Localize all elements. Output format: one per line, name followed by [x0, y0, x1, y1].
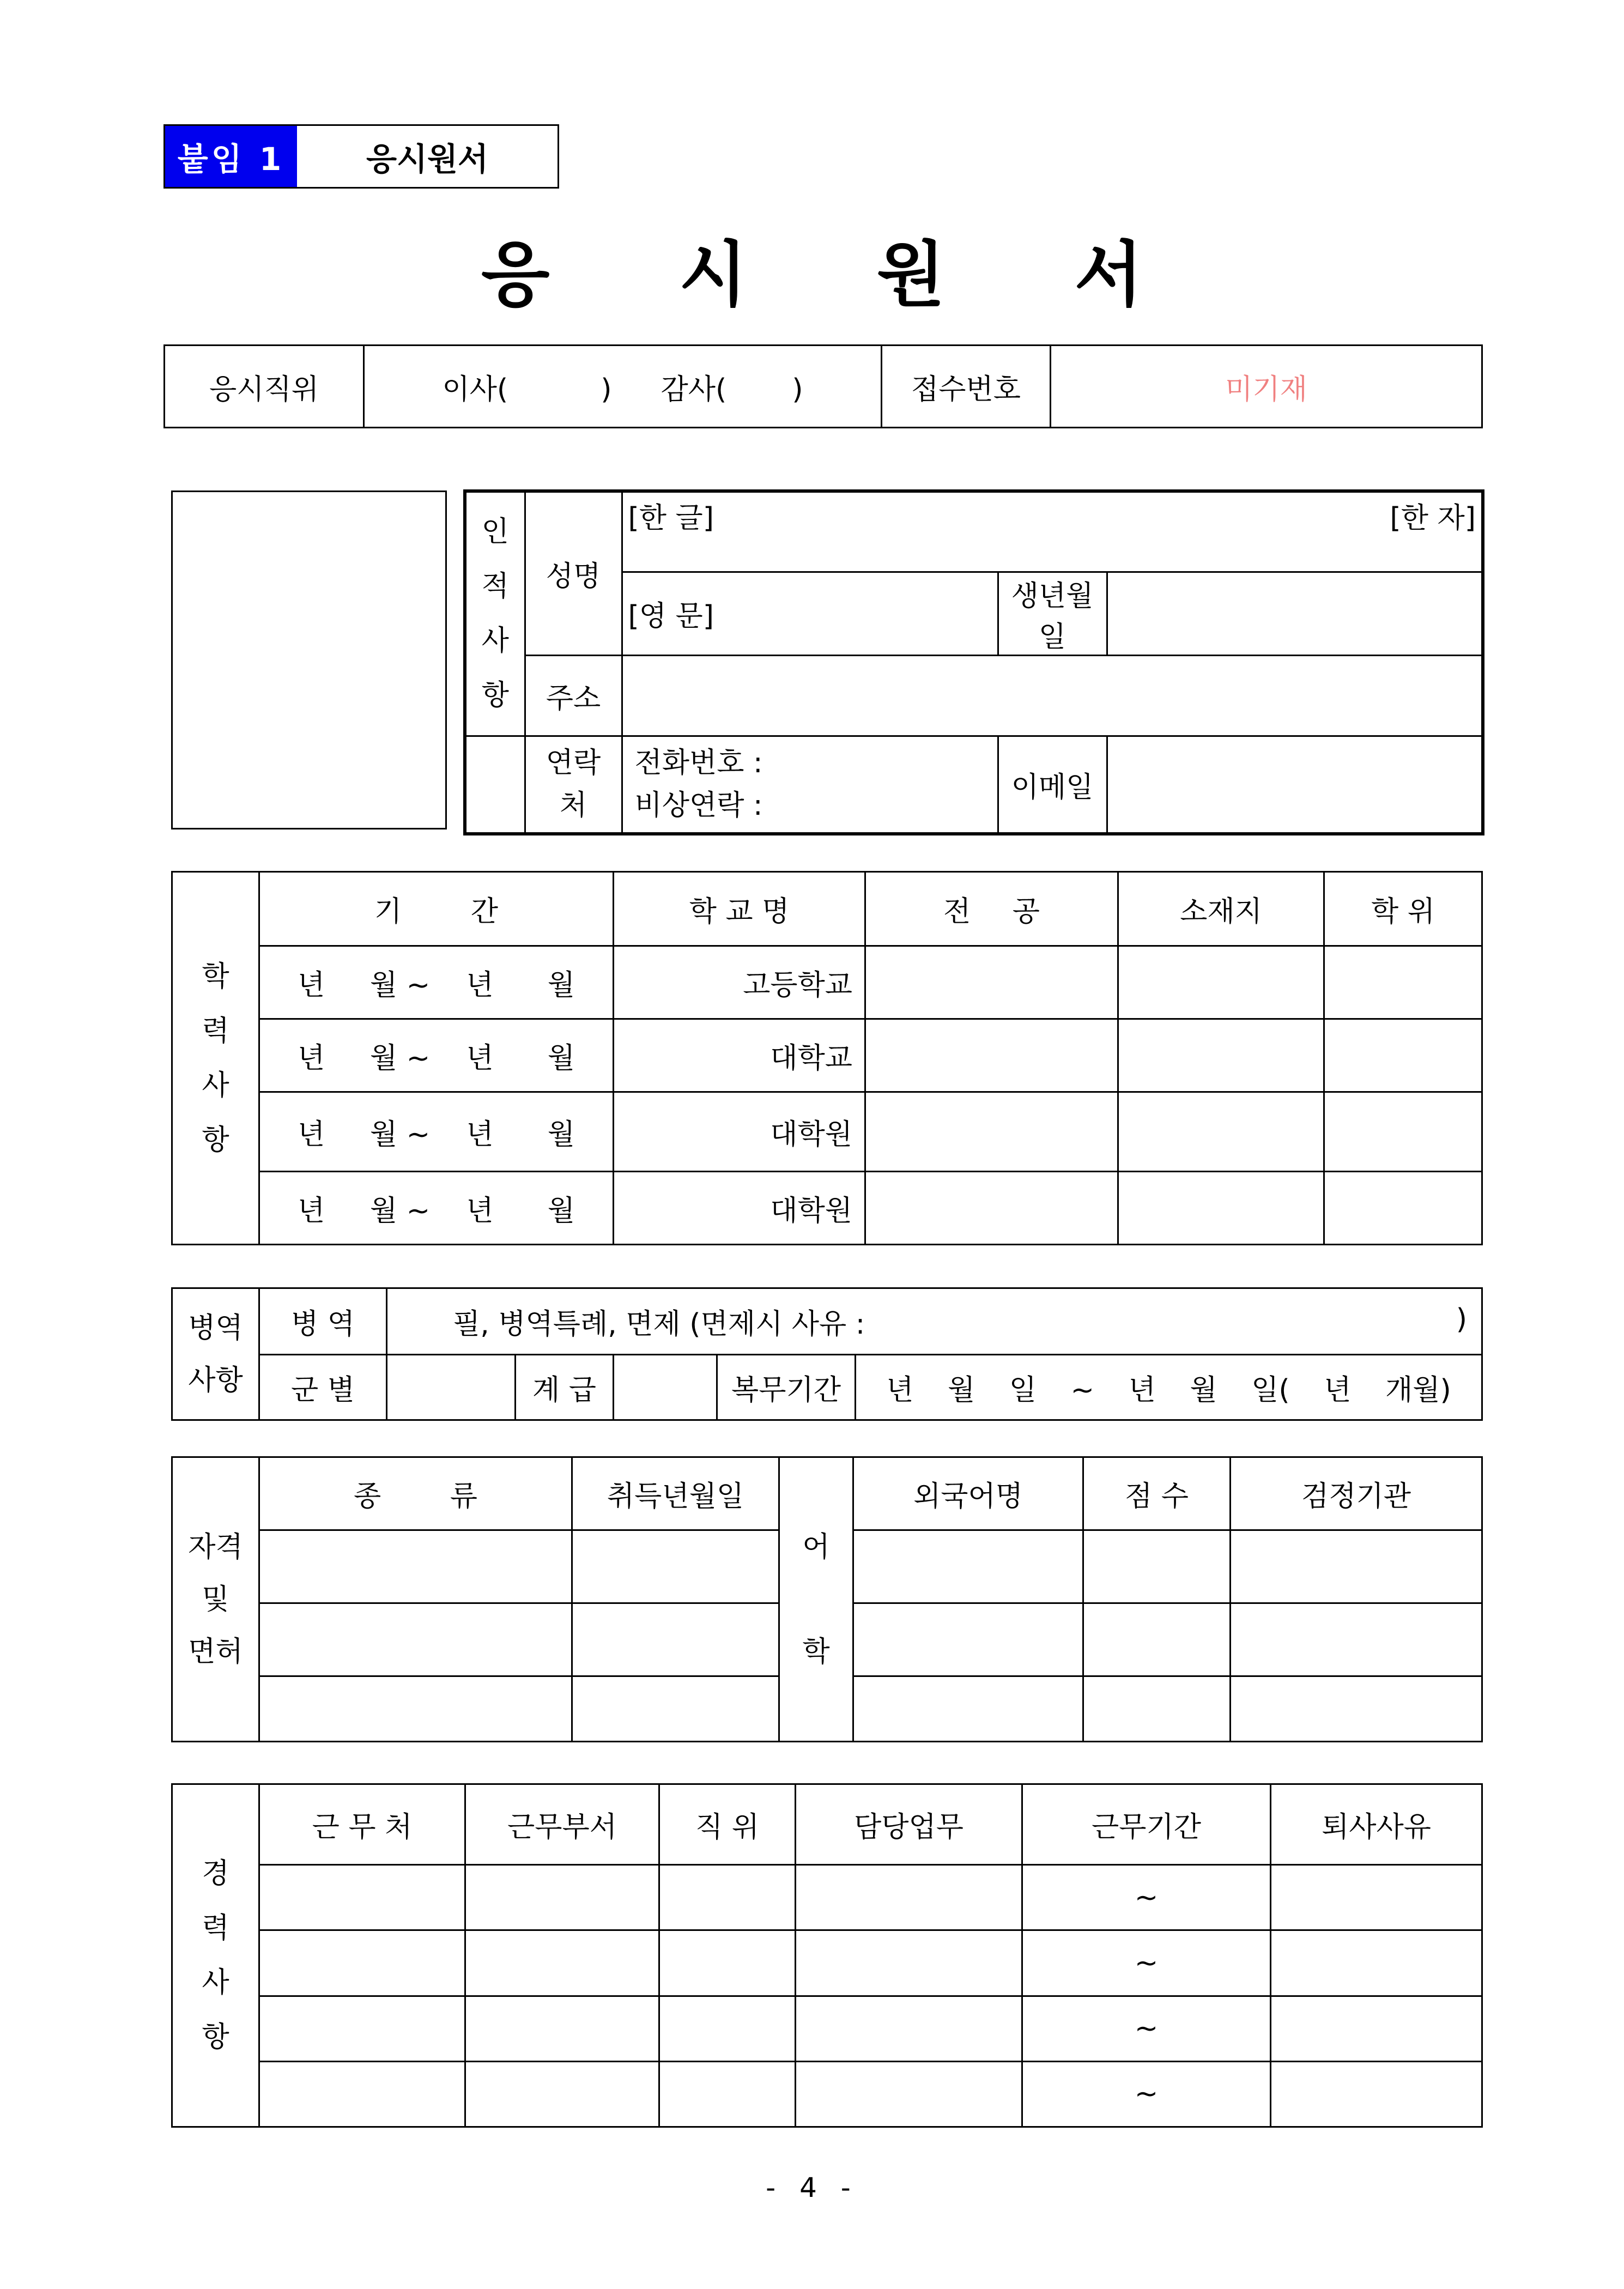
career-duty-field[interactable] — [796, 1996, 1022, 2061]
military-duty-label: 복무기간 — [717, 1355, 856, 1420]
attachment-label: 붙임 1 — [165, 126, 297, 187]
edu-period[interactable]: 년 월 ~ 년 월 — [259, 1019, 614, 1092]
english-name-label: [영 문] — [628, 600, 714, 633]
career-company-field[interactable] — [259, 1865, 465, 1930]
qualification-table — [171, 1456, 1483, 1742]
qual-type-field[interactable] — [259, 1530, 572, 1603]
edu-school: 대학원 — [614, 1172, 865, 1245]
career-duty-field[interactable] — [796, 1930, 1022, 1996]
edu-degree-field[interactable] — [1324, 1172, 1482, 1245]
military-rank-field[interactable] — [614, 1355, 717, 1420]
military-duty-field[interactable]: 년 월 일 ~ 년 월 일( 년 개월) — [856, 1355, 1482, 1420]
career-reason-field[interactable] — [1271, 1930, 1482, 1996]
career-duty-field[interactable] — [796, 1865, 1022, 1930]
edu-degree-field[interactable] — [1324, 946, 1482, 1019]
lang-score-field[interactable] — [1083, 1603, 1231, 1676]
page-title: 응 시 원 서 — [481, 233, 1196, 316]
edu-header-major: 전 공 — [865, 872, 1118, 946]
education-section-label: 학 력 사 항 — [172, 872, 259, 1245]
auditor-choice: 감사( — [660, 373, 727, 406]
career-position-field[interactable] — [659, 1996, 796, 2061]
director-choice: 이사( — [442, 373, 508, 406]
receipt-label: 접수번호 — [882, 346, 1051, 428]
edu-period[interactable]: 년 월 ~ 년 월 — [259, 946, 614, 1019]
lang-name-field[interactable] — [853, 1603, 1083, 1676]
qual-date-field[interactable] — [572, 1676, 779, 1742]
position-choice[interactable] — [364, 346, 882, 428]
email-label: 이메일 — [998, 736, 1107, 834]
emergency-label: 비상연락 : — [634, 789, 763, 822]
career-reason-field[interactable] — [1271, 1996, 1482, 2061]
language-section-label: 어 학 — [779, 1457, 853, 1742]
edu-location-field[interactable] — [1118, 1172, 1324, 1245]
receipt-number: 미기재 — [1051, 346, 1482, 428]
qualification-section-label: 자격 및 면허 — [172, 1457, 259, 1742]
birth-field[interactable] — [1107, 572, 1483, 655]
career-department-field[interactable] — [465, 1996, 659, 2061]
qual-type-field[interactable] — [259, 1603, 572, 1676]
lang-score-field[interactable] — [1083, 1530, 1231, 1603]
military-service-label: 병 역 — [259, 1288, 387, 1355]
career-reason-field[interactable] — [1271, 1865, 1482, 1930]
address-label: 주소 — [525, 655, 622, 736]
edu-degree-field[interactable] — [1324, 1019, 1482, 1092]
career-department-field[interactable] — [465, 1930, 659, 1996]
career-header-period: 근무기간 — [1022, 1784, 1271, 1865]
korean-name-label: [한 글] — [628, 502, 714, 535]
career-position-field[interactable] — [659, 2061, 796, 2127]
lang-name-field[interactable] — [853, 1530, 1083, 1603]
personal-section-label: 인 적 사 항 — [465, 491, 525, 736]
military-branch-label: 군 별 — [259, 1355, 387, 1420]
personal-info-table — [463, 489, 1484, 835]
lang-header-score: 점 수 — [1083, 1457, 1231, 1530]
position-label: 응시직위 — [165, 346, 364, 428]
career-department-field[interactable] — [465, 1865, 659, 1930]
edu-school: 대학교 — [614, 1019, 865, 1092]
lang-agency-field[interactable] — [1231, 1676, 1482, 1742]
military-branch-field[interactable] — [387, 1355, 516, 1420]
name-korean-field[interactable] — [622, 491, 1483, 572]
edu-major-field[interactable] — [865, 946, 1118, 1019]
career-table — [171, 1783, 1483, 2128]
edu-location-field[interactable] — [1118, 1019, 1324, 1092]
attachment-tag — [163, 124, 559, 189]
edu-location-field[interactable] — [1118, 1092, 1324, 1172]
lang-name-field[interactable] — [853, 1676, 1083, 1742]
military-section-label: 병역 사항 — [172, 1288, 259, 1420]
career-period-field[interactable]: ~ — [1022, 1996, 1271, 2061]
military-service-field[interactable] — [387, 1288, 1482, 1355]
career-company-field[interactable] — [259, 1996, 465, 2061]
lang-agency-field[interactable] — [1231, 1603, 1482, 1676]
name-label: 성명 — [525, 491, 622, 655]
edu-school: 고등학교 — [614, 946, 865, 1019]
career-section-label: 경 력 사 항 — [172, 1784, 259, 2127]
military-rank-label: 계 급 — [516, 1355, 614, 1420]
edu-school: 대학원 — [614, 1092, 865, 1172]
military-service-options: 필, 병역특례, 면제 (면제시 사유 : — [453, 1308, 865, 1341]
edu-header-school: 학 교 명 — [614, 872, 865, 946]
photo-box[interactable] — [171, 491, 447, 829]
career-period-field[interactable]: ~ — [1022, 2061, 1271, 2127]
contact-label: 연락 처 — [525, 736, 622, 834]
qual-header-type: 종 류 — [259, 1457, 572, 1530]
career-header-duty: 담당업무 — [796, 1784, 1022, 1865]
career-company-field[interactable] — [259, 1930, 465, 1996]
lang-header-agency: 검정기관 — [1231, 1457, 1482, 1530]
phone-fields[interactable] — [622, 736, 998, 834]
auditor-close: ) — [792, 373, 803, 406]
career-department-field[interactable] — [465, 2061, 659, 2127]
edu-location-field[interactable] — [1118, 946, 1324, 1019]
attachment-title: 응시원서 — [366, 141, 489, 178]
edu-degree-field[interactable] — [1324, 1092, 1482, 1172]
lang-score-field[interactable] — [1083, 1676, 1231, 1742]
career-header-department: 근무부서 — [465, 1784, 659, 1865]
edu-major-field[interactable] — [865, 1172, 1118, 1245]
edu-period[interactable]: 년 월 ~ 년 월 — [259, 1172, 614, 1245]
director-close: ) — [601, 373, 612, 406]
qual-date-field[interactable] — [572, 1603, 779, 1676]
career-period-field[interactable]: ~ — [1022, 1930, 1271, 1996]
phone-label: 전화번호 : — [634, 747, 763, 780]
edu-period[interactable]: 년 월 ~ 년 월 — [259, 1092, 614, 1172]
education-table — [171, 871, 1483, 1245]
career-duty-field[interactable] — [796, 2061, 1022, 2127]
email-field[interactable] — [1107, 736, 1483, 834]
military-service-close: ) — [1456, 1303, 1467, 1336]
birth-label: 생년월일 — [998, 572, 1107, 655]
lang-header-name: 외국어명 — [853, 1457, 1083, 1530]
career-position-field[interactable] — [659, 1930, 796, 1996]
edu-major-field[interactable] — [865, 1092, 1118, 1172]
edu-header-location: 소재지 — [1118, 872, 1324, 946]
lang-agency-field[interactable] — [1231, 1530, 1482, 1603]
career-period-field[interactable]: ~ — [1022, 1865, 1271, 1930]
address-field[interactable] — [622, 655, 1483, 736]
page-number: - 4 - — [766, 2172, 858, 2203]
hanja-name-label: [한 자] — [1390, 502, 1476, 535]
qual-type-field[interactable] — [259, 1676, 572, 1742]
career-company-field[interactable] — [259, 2061, 465, 2127]
edu-header-degree: 학 위 — [1324, 872, 1482, 946]
career-header-company: 근 무 처 — [259, 1784, 465, 1865]
qual-date-field[interactable] — [572, 1530, 779, 1603]
career-position-field[interactable] — [659, 1865, 796, 1930]
qual-header-date: 취득년월일 — [572, 1457, 779, 1530]
military-table — [171, 1287, 1483, 1421]
edu-header-period: 기 간 — [259, 872, 614, 946]
name-english-field[interactable] — [622, 572, 998, 655]
career-header-position: 직 위 — [659, 1784, 796, 1865]
edu-major-field[interactable] — [865, 1019, 1118, 1092]
career-header-reason: 퇴사사유 — [1271, 1784, 1482, 1865]
position-table — [163, 344, 1483, 428]
career-reason-field[interactable] — [1271, 2061, 1482, 2127]
